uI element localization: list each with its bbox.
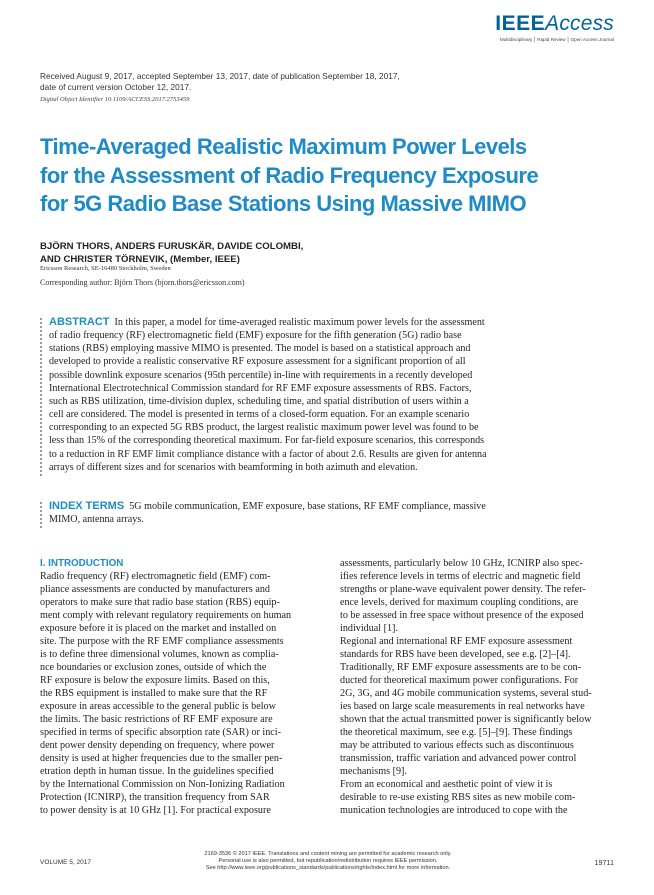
license-line: 2169-3536 © 2017 IEEE. Translations and content mining are permitted for academic research only. xyxy=(204,851,452,857)
abstract-line: developed to provide a realistic conservative RF exposure assessment for a significant proportion of all xyxy=(49,356,466,368)
corresponding-author: Corresponding author: Björn Thors (bjorn.thors@ericsson.com) xyxy=(40,278,245,287)
volume-label: VOLUME 5, 2017 xyxy=(40,859,91,866)
body-line: to power density is at 10 GHz [1]. For practical exposure xyxy=(40,805,271,816)
body-line: munication technologies are introduced to cope with the xyxy=(340,805,568,816)
body-line: ence levels, derived for maximum coupling conditions, are xyxy=(340,597,579,608)
body-line: shown that the actual transmitted power is significantly below xyxy=(340,714,592,725)
license-notice xyxy=(170,851,486,873)
authors-line: AND CHRISTER TÖRNEVIK, (Member, IEEE) xyxy=(40,254,240,265)
logo-ieee-text: IEEE xyxy=(495,12,546,35)
section-heading: I. INTRODUCTION xyxy=(40,558,124,569)
body-line: Regional and international RF EMF exposure assessment xyxy=(340,636,573,647)
body-line: by the International Commission on Non-Ionizing Radiation xyxy=(40,779,285,790)
body-line: density is used at higher frequencies due to the smaller pen- xyxy=(40,753,283,764)
body-line: operators to make sure that radio base station (RBS) equip- xyxy=(40,597,280,608)
index-terms-heading: INDEX TERMS xyxy=(49,500,125,512)
body-column-right xyxy=(340,557,615,817)
body-line: may be attributed to various effects such as discontinuous xyxy=(340,740,574,751)
body-line: ment comply with relevant regulatory requirements on human xyxy=(40,610,292,621)
abstract-line: ABSTRACT In this paper, a model for time-averaged realistic maximum power levels for the assessment xyxy=(49,316,485,328)
abstract-line: arrays of different sizes and for scenarios with beamforming in both azimuth and elevation. xyxy=(49,461,418,473)
body-line: ducted for theoretical maximum power configurations. For xyxy=(340,675,579,686)
page-number: 19711 xyxy=(594,858,614,867)
body-line: transmission, traffic variation and advanced power control xyxy=(340,753,577,764)
body-line: site. The purpose with the RF EMF compliance assessments xyxy=(40,636,284,647)
abstract-line: possible downlink exposure scenarios (95th percentile) in-line with requirements in a recently developed xyxy=(49,369,473,381)
body-line: Protection (ICNIRP), the transition frequency from SAR xyxy=(40,792,270,803)
body-line: dent power density depending on frequency, where power xyxy=(40,740,275,751)
body-line: nce boundaries or exclusion zones, outside of which the xyxy=(40,662,267,673)
index-terms-line: MIMO, antenna arrays. xyxy=(49,514,144,526)
body-line: the RBS equipment is installed to make sure that the RF xyxy=(40,688,268,699)
body-line: ifies reference levels in terms of electric and magnetic field xyxy=(340,571,581,582)
affiliation: Ericsson Research, SE-16480 Stockholm, Sweden xyxy=(40,265,171,272)
journal-logo xyxy=(444,12,614,43)
body-line: exposure in areas accessible to the general public is below xyxy=(40,701,276,712)
title-line: Time-Averaged Realistic Maximum Power Levels xyxy=(40,134,527,159)
body-line: is to define three dimensional volumes, known as complia- xyxy=(40,649,279,660)
body-line: etration depth in human tissue. In the guidelines specified xyxy=(40,766,274,777)
abstract-heading: ABSTRACT xyxy=(49,316,110,328)
abstract-line: International Electrotechnical Commission standard for RF EMF exposure assessments of RBS. Factors, xyxy=(49,382,472,394)
index-terms-bar xyxy=(40,502,45,528)
index-terms xyxy=(49,500,614,526)
body-line: standards for RBS have been developed, see e.g. [2]–[4]. xyxy=(340,649,571,660)
doi: Digital Object Identifier 10.1109/ACCESS.2017.2753459 xyxy=(40,96,190,103)
body-line: specified in terms of specific absorption rate (SAR) or inci- xyxy=(40,727,281,738)
body-line: ies based on large scale measurements in real networks have xyxy=(340,701,585,712)
abstract-line: of radio frequency (RF) electromagnetic field (EMF) exposure for the fifth generation (5G) radio base xyxy=(49,330,462,342)
body-line: mechanisms [9]. xyxy=(340,766,407,777)
abstract-line: less than 15% of the corresponding theoretical maximum. For far-field exposure scenarios, this corresponds xyxy=(49,435,485,447)
body-line: Traditionally, RF EMF exposure assessments are to be con- xyxy=(340,662,582,673)
abstract-bar xyxy=(40,318,45,476)
abstract-line: corresponding to an expected 5G RBS product, the largest realistic maximum power level was found to be xyxy=(49,422,479,434)
body-line: desirable to re-use existing RBS sites as new mobile com- xyxy=(340,792,576,803)
license-line: Personal use is also permitted, but republication/redistribution requires IEEE permission. xyxy=(218,858,438,865)
body-line: the limits. The basic restrictions of RF EMF exposure are xyxy=(40,714,273,725)
received-dates xyxy=(40,71,440,92)
body-line: exposure before it is placed on the market and installed on xyxy=(40,623,277,634)
received-line-1: Received August 9, 2017, accepted September 13, 2017, date of publication September 18, 2017, xyxy=(40,71,400,81)
license-line: See http://www.ieee.org/publications_standards/publications/rights/index.html for more information. xyxy=(205,865,451,872)
abstract-line: to a reduction in RF EMF limit compliance distance with a factor of about 2.6. Results are given for antenna xyxy=(49,448,487,460)
abstract-line: such as RBS utilization, time-division duplex, scheduling time, and spatial distribution of users within a xyxy=(49,395,469,407)
body-line: RF exposure is below the exposure limits. Based on this, xyxy=(40,675,270,686)
body-line: to be assessed in free space without presence of the exposed xyxy=(340,610,584,621)
paper-title xyxy=(40,133,600,219)
index-terms-line: INDEX TERMS 5G mobile communication, EMF exposure, base stations, RF EMF compliance, massive xyxy=(49,500,486,512)
abstract-line: cell are considered. The model is presented in terms of a closed-form equation. For an example scenario xyxy=(49,409,470,421)
logo-access-text: Access xyxy=(545,12,614,35)
body-column-left xyxy=(40,557,322,817)
body-line: assessments, particularly below 10 GHz, ICNIRP also spec- xyxy=(340,558,583,569)
title-line: for the Assessment of Radio Frequency Exposure xyxy=(40,162,539,188)
abstract xyxy=(49,316,614,474)
body-line: From an economical and aesthetic point of view it is xyxy=(340,779,553,790)
abstract-line: stations (RBS) employing massive MIMO is presented. The model is based on a statistical approach and xyxy=(49,343,471,355)
body-line: the theoretical maximum, see e.g. [5]–[9]. These findings xyxy=(340,727,573,738)
author-list xyxy=(40,240,440,266)
title-line: for 5G Radio Base Stations Using Massive MIMO xyxy=(40,191,527,216)
received-line-2: date of current version October 12, 2017. xyxy=(40,81,192,92)
logo-tagline: Multidisciplinary ⎮ Rapid Review ⎮ Open Access Journal xyxy=(499,37,614,42)
body-line: individual [1]. xyxy=(340,623,398,634)
body-line: 2G, 3G, and 4G mobile communication systems, several stud- xyxy=(340,688,592,699)
body-line: strengths or plane-wave equivalent power density. The refer- xyxy=(340,584,586,595)
authors-line: BJÖRN THORS, ANDERS FURUSKÄR, DAVIDE COLOMBI, xyxy=(40,241,304,252)
body-line: Radio frequency (RF) electromagnetic field (EMF) com- xyxy=(40,571,271,582)
body-line: pliance assessments are conducted by manufacturers and xyxy=(40,584,270,595)
